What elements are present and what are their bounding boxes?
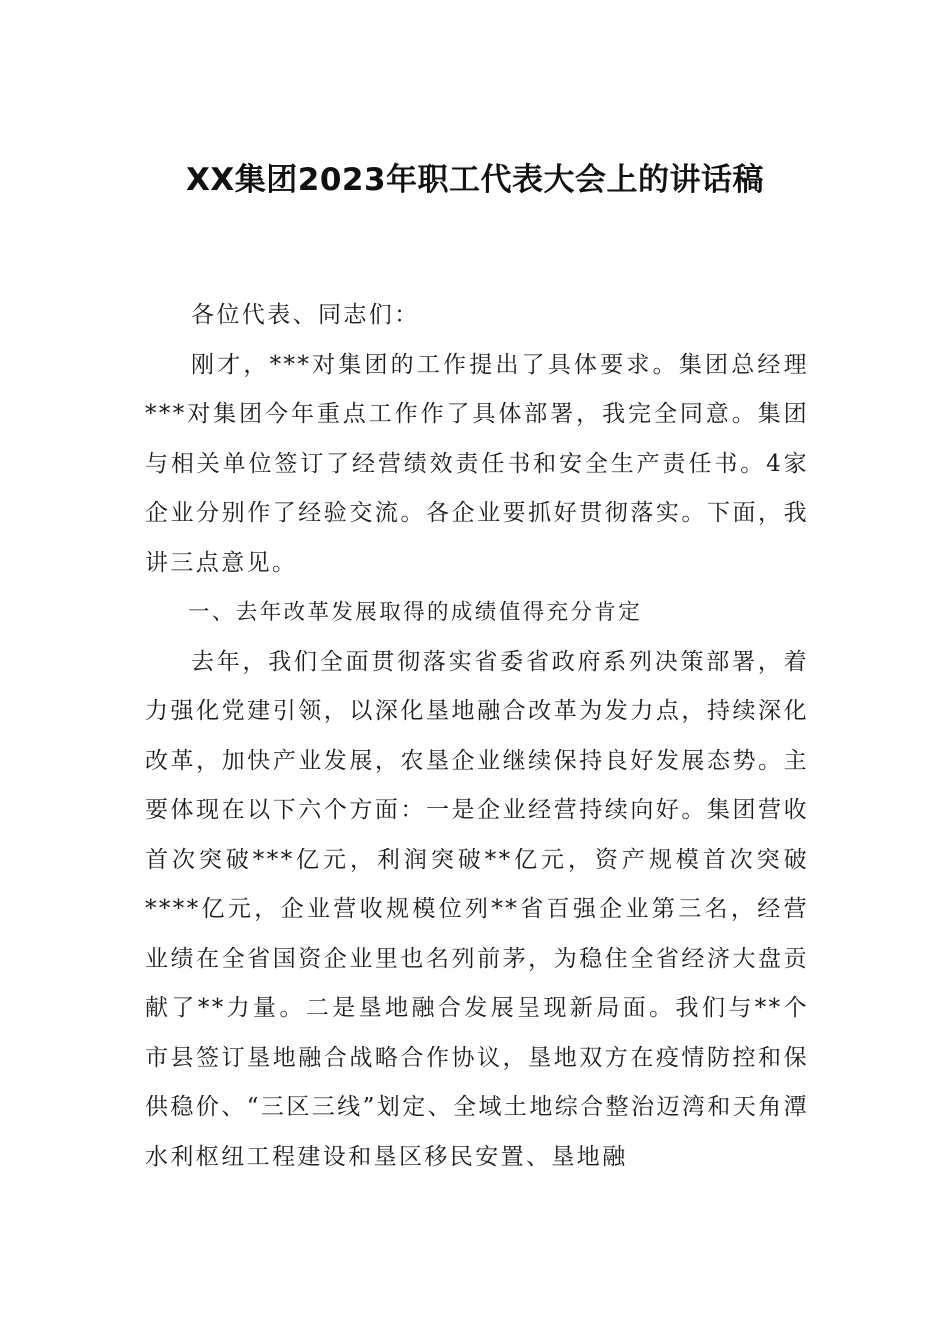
document-title: XX集团2023年职工代表大会上的讲话稿 <box>185 162 765 198</box>
document-body <box>145 291 809 1182</box>
intro-paragraph: 刚才，***对集团的工作提出了具体要求。集团总经理***对集团今年重点工作作了具体部署，我完全同意。集团与相关单位签订了经营绩效责任书和安全生产责任书。4家企业分别作了经验交流。各企业要抓好贯彻落实。下面，我讲三点意见。 <box>145 351 809 576</box>
salutation-paragraph: 各位代表、同志们： <box>191 302 420 328</box>
achievements-paragraph: 去年，我们全面贯彻落实省委省政府系列决策部署，着力强化党建引领，以深化垦地融合改革为发力点，持续深化改革，加快产业发展，农垦企业继续保持良好发展态势。主要体现在以下六个方面：一是企业经营持续向好。集团营收首次突破***亿元，利润突破**亿元，资产规模首次突破****亿元，企业营收规模位列**省百强企业第三名，经营业绩在全省国资企业里也名列前茅，为稳住全省经济大盘贡献了**力量。二是垦地融合发展呈现新局面。我们与**个市县签订垦地融合战略合作协议，垦地双方在疫情防控和保供稳价、“三区三线”划定、全域土地综合整治迈湾和天角潭水利枢纽工程建设和垦区移民安置、垦地融 <box>145 648 809 1170</box>
section-heading-1: 一、去年改革发展取得的成绩值得充分肯定 <box>188 600 643 625</box>
